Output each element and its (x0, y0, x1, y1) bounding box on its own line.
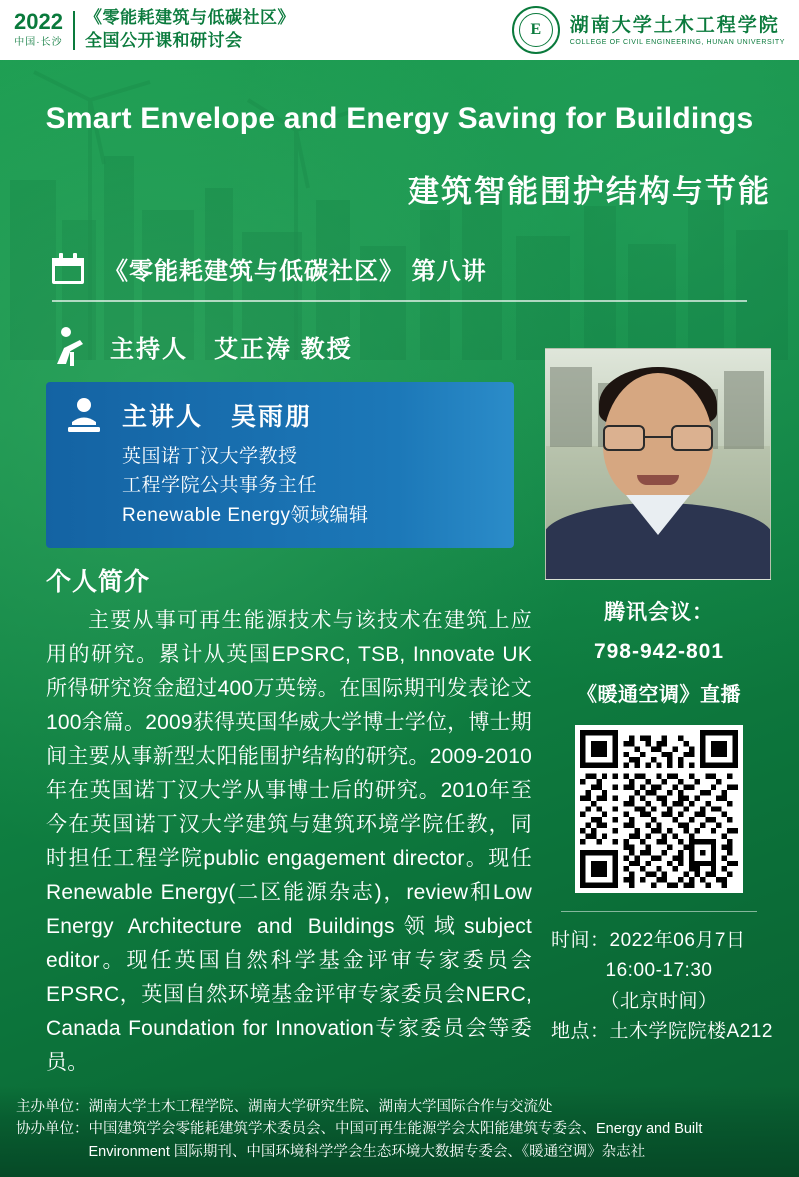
presenter-icon (52, 326, 88, 366)
speaker-affiliation-0: 英国诺丁汉大学教授 (122, 446, 298, 467)
host-text (110, 329, 353, 364)
speaker-block (46, 382, 514, 548)
schedule-place-label: 地点： (551, 1021, 610, 1043)
header-title-line1: 《零能耗建筑与低碳社区》 (84, 8, 295, 28)
university-name-en: COLLEGE OF CIVIL ENGINEERING, HUNAN UNIVERSITY (569, 39, 785, 47)
schedule-info (545, 926, 773, 1048)
university-logo (512, 6, 785, 54)
speaker-affiliations (64, 442, 496, 530)
live-channel-label: 《暖通空调》直播 (577, 684, 741, 706)
university-name-cn: 湖南大学土木工程学院 (569, 13, 780, 36)
footer-organizers-label: 主办单位： (16, 1098, 89, 1115)
series-row (52, 251, 747, 302)
speaker-photo (545, 348, 771, 580)
header-titles (85, 7, 295, 53)
schedule-time-label: 时间： (551, 930, 610, 951)
bio-title: 个人简介 (46, 568, 151, 596)
speaker-affiliation-1: 工程学院公共事务主任 (122, 475, 318, 497)
footer-coorganizers-row (16, 1118, 783, 1163)
schedule-time-row (545, 926, 773, 956)
university-seal-icon (512, 6, 560, 54)
footer-organizers-value: 湖南大学土木工程学院、湖南大学研究生院、湖南大学国际合作与交流处 (88, 1098, 553, 1115)
speaker-title (122, 397, 312, 433)
speaker-name: 吴雨朋 (231, 403, 313, 431)
schedule-timezone: （北京时间） (600, 990, 718, 1012)
schedule-place-row (545, 1017, 773, 1047)
schedule-time-range: 16:00-17:30 (605, 960, 713, 982)
bio-text: 主要从事可再生能源技术与该技术在建筑上应用的研究。累计从英国EPSRC, TSB, Innovate UK 所得研究资金超过400万英镑。在国际期刊发表论文100余篇。2009获得英国华威大学博士学位，博士期间主要从事新型太阳能围护结构的研究。2009-2010年在英国诺丁汉大学从事博士后的研究。2010年至今在英国诺丁汉大学建筑与建筑环境学院任教，同时担任工程学院public engagement director。现任Renewable Energy(二区能源杂志)，review和Low Energy Architecture and Buildings领域subject editor。现任英国自然科学基金评审专家委员会EPSRC，英国自然环境基金评审专家委员会NERC, Canada Foundation for Innovation专家委员会等委员。 (46, 609, 532, 1075)
year-block (14, 8, 75, 50)
header-bar (0, 0, 799, 60)
speaker-role: 主讲人 (122, 403, 204, 431)
meeting-info-panel (545, 596, 773, 1048)
title-chinese: 建筑智能围护结构与节能 (408, 174, 771, 209)
university-names (570, 14, 785, 47)
speaker-head (64, 396, 496, 434)
footer-coorganizers-value: 中国建筑学会零能耗建筑学术委员会、中国可再生能源学会太阳能建筑专委会、Energy and Built Environment 国际期刊、中国环境科学学会生态环境大数据专委会、《暖通空调》杂志社 (88, 1121, 703, 1160)
speaker-affiliation-2: Renewable Energy领域编辑 (122, 504, 369, 526)
meeting-id: 798-942-801 (593, 640, 725, 663)
speaker-icon (64, 396, 104, 434)
footer-coorganizers-label: 协办单位： (16, 1121, 89, 1138)
schedule-place: 土木学院院楼A212 (609, 1021, 773, 1043)
header-title-line2: 全国公开课和研讨会 (84, 31, 243, 50)
host-role: 主持人 (110, 335, 188, 363)
right-divider (561, 911, 757, 912)
seal-letter: E (530, 21, 542, 38)
title-english: Smart Envelope and Energy Saving for Buildings (45, 102, 754, 135)
footer-organizers-row (16, 1096, 783, 1118)
year-city: 中国·长沙 (14, 36, 63, 48)
meeting-platform-label: 腾讯会议： (604, 601, 714, 624)
series-label: 《零能耗建筑与低碳社区》 第八讲 (104, 258, 487, 285)
footer (0, 1086, 799, 1177)
calendar-icon (52, 253, 86, 285)
host-name: 艾正涛 教授 (214, 335, 353, 363)
qr-code-wrapper[interactable] (575, 725, 743, 893)
qr-code[interactable] (580, 730, 738, 888)
year-number: 2022 (14, 8, 63, 34)
schedule-date: 2022年06月7日 (609, 930, 746, 951)
